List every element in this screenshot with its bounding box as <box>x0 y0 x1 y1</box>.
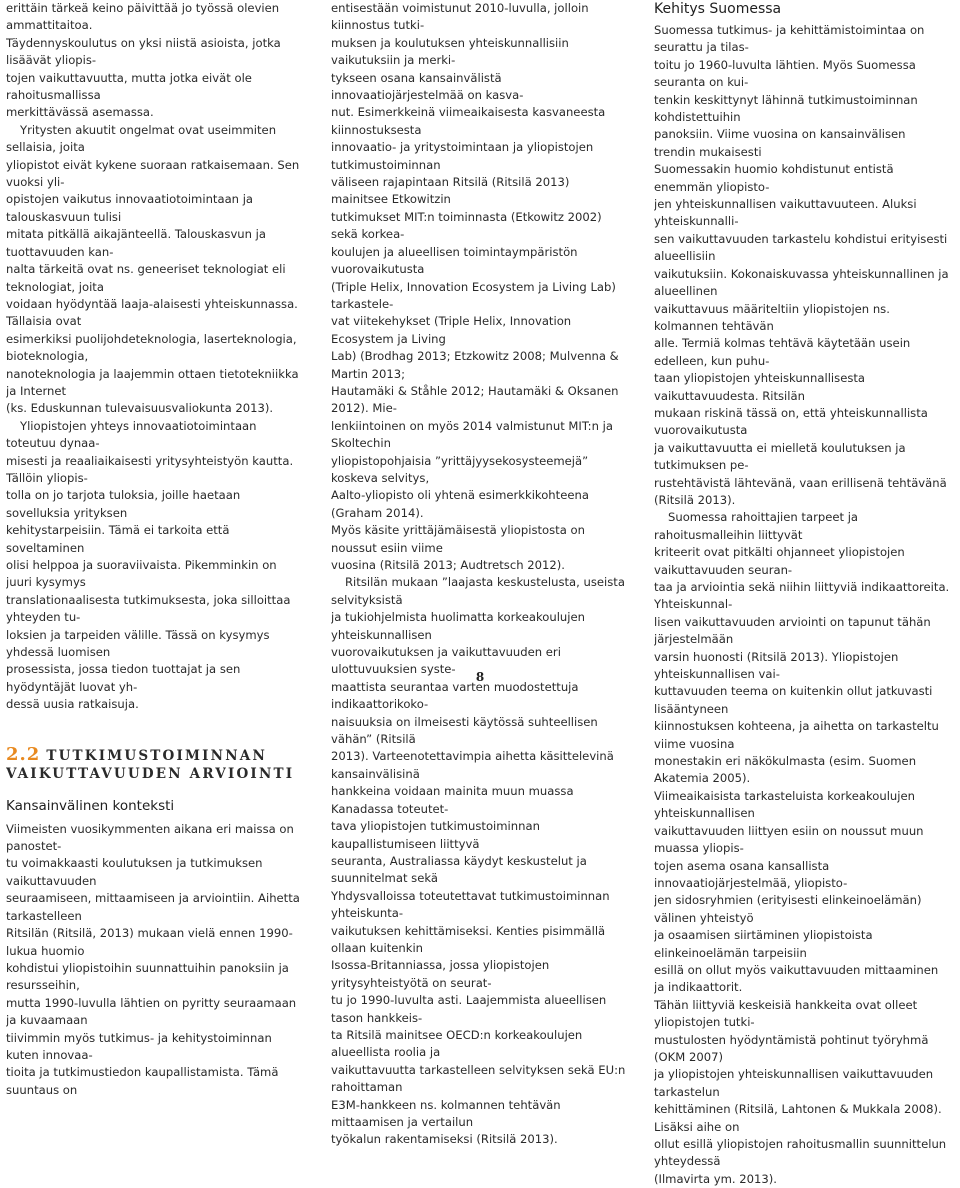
text-line: seuraamiseen, mittaamiseen ja arviointiin. Aihetta tarkastelleen <box>6 891 300 923</box>
subheading: Kansainvälinen konteksti <box>6 797 175 814</box>
text-line: yliopistot eivät kykene suoraan ratkaisemaan. Sen vuoksi yli- <box>6 157 300 190</box>
text-line: entisestään voimistunut 2010-luvulla, jolloin kiinnostus tutki- <box>331 1 589 33</box>
text-line: tiivimmin myös tutkimus- ja kehitystoiminnan kuten innovaa- <box>6 1030 272 1062</box>
text-line: nut. Esimerkkeinä viimeaikaisesta kasvaneesta kiinnostuksesta <box>331 105 606 137</box>
text-line: alle. Termiä kolmas tehtävä käytetään usein edelleen, kun puhu- <box>654 336 911 368</box>
text-line: kriteerit ovat pitkälti ohjanneet yliopistojen vaikuttavuuden seuran- <box>654 545 905 577</box>
text-line: Hautamäki & Ståhle 2012; Hautamäki & Oksanen 2012). Mie- <box>331 383 619 416</box>
text-line: Yritysten akuutit ongelmat ovat useimmiten sellaisia, joita <box>6 122 277 155</box>
text-line: vaikuttavuus määriteltiin yliopistojen ns. kolmannen tehtävän <box>654 301 890 333</box>
text-line: Suomessa rahoittajien tarpeet ja rahoitusmalleihin liittyvät <box>654 510 859 542</box>
spacer <box>6 714 302 746</box>
text-line: rustehtävistä lähtevänä, vaan erillisenä tehtävänä (Ritsilä 2013). <box>654 475 947 507</box>
text-line: vaikuttavuuden liittyen esiin on noussut muun muassa yliopis- <box>654 823 924 856</box>
text-line: kiinnostuksen kohteena, ja aihetta on tarkasteltu viime vuosina <box>654 719 939 751</box>
text-line: varsin huonosti (Ritsilä 2013). Yliopistojen yhteiskunnallisen vai- <box>654 649 899 682</box>
text-line: ja tukiohjelmista huolimatta korkeakoulujen yhteiskunnallisen <box>331 610 585 642</box>
paragraph <box>6 0 302 122</box>
text-line: kehittäminen (Ritsilä, Lahtonen & Mukkala 2008). Lisäksi aihe on <box>654 1102 942 1134</box>
text-line: nalta tärkeitä ovat ns. geneeriset teknologiat eli teknologiat, joita <box>6 262 286 294</box>
text-line: mustulosten hyödyntämistä pohtinut työryhmä (OKM 2007) <box>654 1032 929 1064</box>
text-line: muksen ja koulutuksen yhteiskunnallisiin vaikutuksiin ja merki- <box>331 35 569 68</box>
page-number: 8 <box>475 670 485 684</box>
text-line: opistojen vaikutus innovaatiotoimintaan ja talouskasvuun tulisi <box>6 192 254 224</box>
section-title-line-2: VAIKUTTAVUUDEN ARVIOINTI <box>6 765 295 782</box>
text-line: tenkin keskittynyt lähinnä tutkimustoiminnan kohdistettuihin <box>654 92 918 125</box>
text-line: merkittävässä asemassa. <box>6 105 154 120</box>
text-line: Aalto-yliopisto oli yhtenä esimerkkikohteena (Graham 2014). <box>331 488 589 520</box>
text-line: monestakin eri näkökulmasta (esim. Suomen Akatemia 2005). <box>654 754 917 786</box>
text-line: Yhdysvalloissa toteutettavat tutkimustoiminnan yhteiskunta- <box>331 888 610 921</box>
text-line: loksien ja tarpeiden välille. Tässä on kysymys yhdessä luomisen <box>6 627 270 660</box>
text-line: työkalun rakentamiseksi (Ritsilä 2013). <box>331 1132 558 1147</box>
text-line: taan yliopistojen yhteiskunnallisesta vaikuttavuudesta. Ritsilän <box>654 371 866 403</box>
text-line: erittäin tärkeä keino päivittää jo työssä olevien ammattitaitoa. <box>6 1 280 33</box>
text-line: tu jo 1990-luvulta asti. Laajemmista alueellisen tason hankkeis- <box>331 993 607 1025</box>
text-line: Lab) (Brodhag 2013; Etzkowitz 2008; Mulvenna & Martin 2013; <box>331 349 619 381</box>
text-line: Viimeisten vuosikymmenten aikana eri maissa on panostet- <box>6 821 294 854</box>
text-line: innovaatio- ja yritystoimintaan ja yliopistojen tutkimustoiminnan <box>331 140 594 172</box>
text-line: vaikutuksiin. Kokonaiskuvassa yhteiskunnallinen ja alueellinen <box>654 266 949 299</box>
text-line: kehitystarpeisiin. Tämä ei tarkoita että soveltaminen <box>6 523 230 555</box>
text-line: Viimeaikaisista tarkasteluista korkeakoulujen yhteiskunnallisen <box>654 788 915 821</box>
text-line: ja vaikuttavuutta ei mielletä koulutuksen ja tutkimuksen pe- <box>654 440 906 473</box>
text-line: maattista seurantaa varten muodostettuja indikaattorikoko- <box>331 679 579 712</box>
text-line: vuosina (Ritsilä 2013; Audtretsch 2012). <box>331 558 565 572</box>
text-line: E3M-hankkeen ns. kolmannen tehtävän mittaamisen ja vertailun <box>331 1097 561 1129</box>
text-line: lenkiintoinen on myös 2014 valmistunut MIT:n ja Skoltechin <box>331 418 613 451</box>
text-line: ollut esillä yliopistojen rahoitusmallin suunnittelun yhteydessä <box>654 1137 947 1169</box>
text-line: (Triple Helix, Innovation Ecosystem ja Living Lab) tarkastele- <box>331 279 616 311</box>
text-line: Täydennyskoulutus on yksi niistä asioista, jotka lisäävät yliopis- <box>6 35 281 68</box>
text-line: Yliopistojen yhteys innovaatiotoimintaan toteutuu dynaa- <box>6 418 257 451</box>
text-line: vaikuttavuutta tarkastelleen selvityksen sekä EU:n rahoittaman <box>331 1062 626 1095</box>
text-line: Myös käsite yrittäjämäisestä yliopistosta on noussut esiin viime <box>331 523 585 555</box>
text-line: tutkimukset MIT:n toiminnasta (Etkowitz 2002) sekä korkea- <box>331 209 602 242</box>
text-line: dessä uusia ratkaisuja. <box>6 697 139 712</box>
section-heading-line-1 <box>6 743 302 765</box>
paragraph <box>6 122 302 418</box>
text-line: kohdistui yliopistoihin suunnattuihin panoksiin ja resursseihin, <box>6 960 289 993</box>
text-line: naisuuksia on ilmeisesti käytössä suhteellisen vähän” (Ritsilä <box>331 714 598 747</box>
text-line: seuranta, Australiassa käydyt keskustelut ja suunnitelmat sekä <box>331 853 587 886</box>
spacer <box>6 783 302 797</box>
text-column-1 <box>6 0 302 1099</box>
text-line: jen sidosryhmien (erityisesti elinkeinoelämän) välinen yhteistyö <box>654 893 922 925</box>
text-line: panoksiin. Viime vuosina on kansainvälisen trendin mukaisesti <box>654 127 906 159</box>
text-line: ja yliopistojen yhteiskunnallisen vaikuttavuuden tarkastelun <box>654 1067 934 1099</box>
text-line: prosessista, jossa tiedon tuottajat ja sen hyödyntäjät luovat yh- <box>6 662 241 694</box>
text-line: vat viitekehykset (Triple Helix, Innovation Ecosystem ja Living <box>331 314 572 346</box>
text-line: mitata pitkällä aikajänteellä. Talouskasvun ja tuottavuuden kan- <box>6 227 267 259</box>
text-line: voidaan hyödyntää laaja-alaisesti yhteiskunnassa. Tällaisia ovat <box>6 296 298 329</box>
text-line: tava yliopistojen tutkimustoiminnan kaupallistumiseen liittyvä <box>331 819 540 851</box>
text-line: väliseen rajapintaan Ritsilä (Ritsilä 2013) mainitsee Etkowitzin <box>331 175 570 207</box>
text-line: (Ilmavirta ym. 2013). <box>654 1171 777 1186</box>
text-line: kuttavuuden teema on kuitenkin ollut jatkuvasti lisääntyneen <box>654 684 933 716</box>
text-line: nanoteknologia ja laajemmin ottaen tietotekniikka ja Internet <box>6 366 299 398</box>
text-column-2 <box>331 0 627 1149</box>
text-line: ja osaamisen siirtäminen yliopistoista elinkeinoelämän tarpeisiin <box>654 928 873 960</box>
text-line: Suomessa tutkimus- ja kehittämistoimintaa on seurattu ja tilas- <box>654 23 925 55</box>
paragraph <box>331 0 627 574</box>
text-line: (ks. Eduskunnan tulevaisuusvaliokunta 2013). <box>6 401 274 416</box>
text-column-3 <box>654 0 950 1188</box>
text-line: vaikutuksen kehittämiseksi. Kenties pisimmällä ollaan kuitenkin <box>331 923 606 955</box>
text-line: Ritsilän (Ritsilä, 2013) mukaan vielä ennen 1990-lukua huomio <box>6 926 293 958</box>
paragraph <box>654 509 950 1188</box>
text-line: koulujen ja alueellisen toimintaympäristön vuorovaikutusta <box>331 244 578 277</box>
text-line: 2013). Varteenotettavimpia aihetta käsittelevinä kansainvälisinä <box>331 749 614 781</box>
text-line: toitu jo 1960-luvulta lähtien. Myös Suomessa seuranta on kui- <box>654 57 916 90</box>
text-line: olisi helppoa ja suoraviivaista. Pikemminkin on juuri kysymys <box>6 558 277 590</box>
text-line: vuorovaikutuksen ja vaikuttavuuden eri ulottuvuuksien syste- <box>331 645 561 677</box>
text-line: misesti ja reaaliaikaisesti yritysyhteistyön kautta. Tällöin yliopis- <box>6 453 294 485</box>
text-line: sen vaikuttavuuden tarkastelu kohdistui erityisesti alueellisiin <box>654 231 948 264</box>
text-line: esimerkiksi puolijohdeteknologia, laserteknologia, bioteknologia, <box>6 331 297 364</box>
text-line: yliopistopohjaisia ”yrittäjyysekosysteemejä” koskeva selvitys, <box>331 453 589 485</box>
section-number: 2.2 <box>6 743 41 765</box>
paragraph <box>331 574 627 1148</box>
text-line: lisen vaikuttavuuden arviointi on tapunut tähän järjestelmään <box>654 614 931 647</box>
text-line: tojen vaikuttavuutta, mutta jotka eivät ole rahoitusmallissa <box>6 70 252 103</box>
text-line: tioita ja tutkimustiedon kaupallistamista. Tämä suuntaus on <box>6 1065 279 1097</box>
paragraph <box>654 22 950 509</box>
text-line: Ritsilän mukaan ”laajasta keskustelusta, useista selvityksistä <box>331 575 625 607</box>
text-line: ta Ritsilä mainitsee OECD:n korkeakoulujen alueellista roolia ja <box>331 1027 583 1060</box>
text-line: tu voimakkaasti koulutuksen ja tutkimuksen vaikuttavuuden <box>6 856 263 888</box>
text-line: tolla on jo tarjota tuloksia, joille haetaan sovelluksia yrityksen <box>6 488 241 520</box>
text-line: esillä on ollut myös vaikuttavuuden mittaaminen ja indikaattorit. <box>654 962 939 995</box>
paragraph <box>6 821 302 1100</box>
section-title-line-1: TUTKIMUSTOIMINNAN <box>46 747 267 764</box>
text-line: mukaan riskinä tässä on, että yhteiskunnallista vuorovaikutusta <box>654 405 928 438</box>
text-line: mutta 1990-luvulla lähtien on pyritty seuraamaan ja kuvaamaan <box>6 995 297 1028</box>
text-line: jen yhteiskunnallisen vaikuttavuuteen. Aluksi yhteiskunnalli- <box>654 197 917 229</box>
text-line: Isossa-Britanniassa, jossa yliopistojen yritysyhteistyötä on seurat- <box>331 958 550 990</box>
text-line: translationaalisesta tutkimuksesta, joka silloittaa yhteyden tu- <box>6 592 291 625</box>
text-line: Tähän liittyviä keskeisiä hankkeita ovat olleet yliopistojen tutki- <box>654 997 918 1030</box>
section-heading <box>6 743 302 783</box>
text-line: hankkeina voidaan mainita muun muassa Kanadassa toteutet- <box>331 784 574 816</box>
text-line: Suomessakin huomio kohdistunut entistä enemmän yliopisto- <box>654 162 894 194</box>
section-subheading: Kehitys Suomessa <box>654 1 782 17</box>
text-line: taa ja arviointia sekä niihin liittyviä indikaattoreita. Yhteiskunnal- <box>654 580 950 612</box>
text-line: tojen asema osana kansallista innovaatiojärjestelmää, yliopisto- <box>654 858 848 890</box>
text-line: tykseen osana kansainvälistä innovaatiojärjestelmää on kasva- <box>331 70 524 103</box>
